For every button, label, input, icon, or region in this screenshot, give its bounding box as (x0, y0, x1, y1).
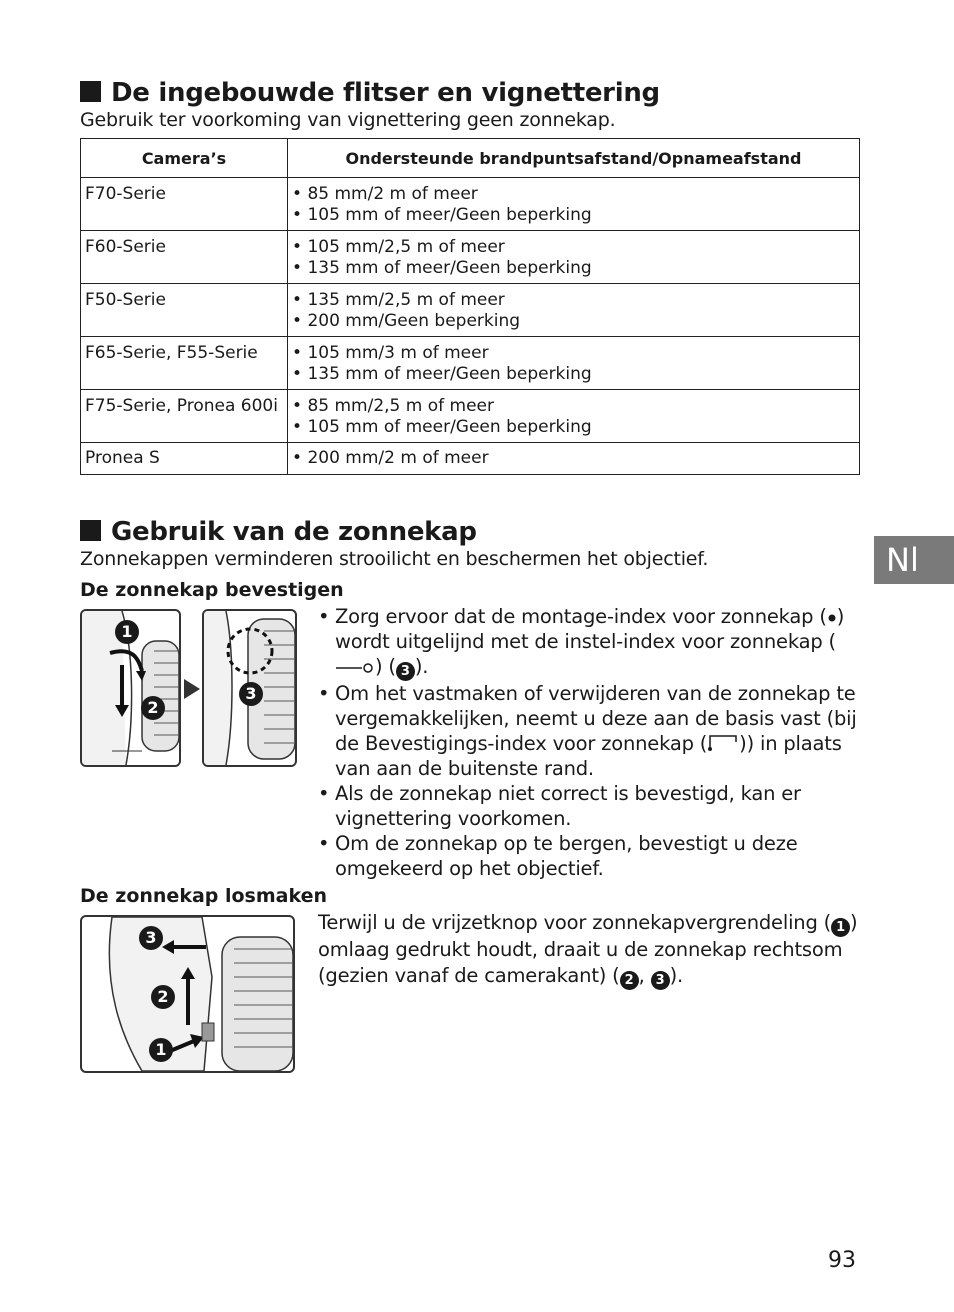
step-marker-3: 3 (239, 682, 263, 706)
hood-mounting-index-icon (827, 610, 837, 624)
spec-cell: • 135 mm/2,5 m of meer • 200 mm/Geen beperking (288, 284, 860, 337)
list-item: • Om de zonnekap op te bergen, bevestigt u deze omgekeerd op het objectief. (318, 832, 798, 880)
camera-cell: F70-Serie (81, 178, 288, 231)
step-marker-2: 2 (151, 985, 175, 1009)
table-row (81, 231, 860, 284)
list-item: • Zorg ervoor dat de montage-index voor zonnekap ( ) wordt uitgelijnd met de instel-index voor zonnekap () ( 3 ). (318, 605, 845, 679)
step-marker-1: 1 (149, 1038, 173, 1062)
table-header-row (81, 139, 860, 178)
camera-cell: F60-Serie (81, 231, 288, 284)
step-marker-2: 2 (141, 696, 165, 720)
table-row (81, 443, 860, 475)
attach-instructions (318, 604, 858, 881)
hood-setting-index-icon (335, 660, 375, 674)
detach-heading: De zonnekap losmaken (80, 885, 328, 907)
camera-cell: F75-Serie, Pronea 600i (81, 390, 288, 443)
table-row (81, 178, 860, 231)
attach-heading: De zonnekap bevestigen (80, 579, 344, 601)
compatibility-table (80, 138, 860, 475)
section-subtitle-lens-hood: Zonnekappen verminderen strooilicht en beschermen het objectief. (80, 548, 709, 570)
step-marker-1: 1 (115, 620, 139, 644)
header-focal-distance: Ondersteunde brandpuntsafstand/Opnameafstand (288, 139, 860, 178)
spec-cell: • 85 mm/2 m of meer • 105 mm of meer/Geen beperking (288, 178, 860, 231)
spec-cell: • 105 mm/3 m of meer • 135 mm of meer/Geen beperking (288, 337, 860, 390)
step-marker-3: 3 (396, 662, 415, 681)
list-item: • Als de zonnekap niet correct is bevestigd, kan er vignettering voorkomen. (318, 782, 801, 830)
section-subtitle-flash: Gebruik ter voorkoming van vignettering geen zonnekap. (80, 109, 616, 131)
step-marker-3: 3 (651, 971, 670, 990)
step-marker-2: 2 (620, 971, 639, 990)
table-row (81, 390, 860, 443)
spec-cell: • 85 mm/2,5 m of meer • 105 mm of meer/Geen beperking (288, 390, 860, 443)
camera-cell: Pronea S (81, 443, 288, 475)
attach-illustration-step3 (202, 609, 297, 767)
language-tab: Nl (874, 536, 954, 584)
next-step-arrow-icon (184, 679, 202, 699)
camera-cell: F50-Serie (81, 284, 288, 337)
step-marker-1: 1 (831, 918, 850, 937)
table-row (81, 337, 860, 390)
spec-cell: • 105 mm/2,5 m of meer • 135 mm of meer/Geen beperking (288, 231, 860, 284)
detach-illustration (80, 915, 295, 1073)
list-item: • Om het vastmaken of verwijderen van de zonnekap te vergemakkelijken, neemt u deze aan de basis vast (bij de Bevestigings-index voor zonnekap ( )) in plaats van aan de buitenste rand. (318, 682, 857, 780)
spec-cell: • 200 mm/2 m of meer (288, 443, 860, 475)
step-marker-3: 3 (139, 926, 163, 950)
square-bullet-icon (80, 520, 101, 541)
page-number: 93 (828, 1248, 856, 1273)
detach-instructions: Terwijl u de vrijzetknop voor zonnekapvergrendeling ( 1 ) omlaag gedrukt houdt, draait u de zonnekap rechtsom (gezien vanaf de camerakant) ( 2 , 3 ). (318, 911, 858, 988)
attach-illustration-step1 (80, 609, 181, 767)
square-bullet-icon (80, 81, 101, 102)
section-title-flash: De ingebouwde flitser en vignettering (80, 78, 660, 108)
header-cameras: Camera’s (81, 139, 288, 178)
section-title-lens-hood: Gebruik van de zonnekap (80, 517, 477, 547)
camera-cell: F65-Serie, F55-Serie (81, 337, 288, 390)
hood-attachment-index-icon (707, 733, 739, 751)
table-row (81, 284, 860, 337)
